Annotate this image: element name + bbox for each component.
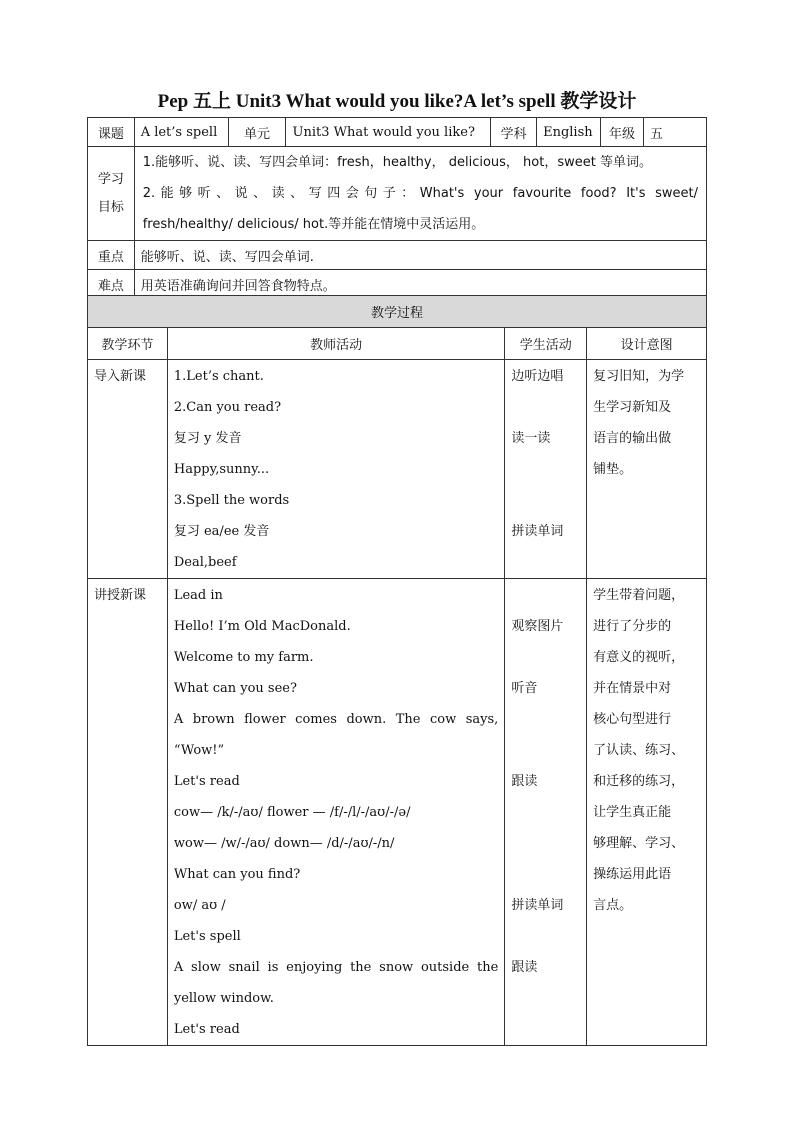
- intent-line: 学生带着问题，: [593, 588, 685, 603]
- teacher-activity-line: 复习 y 发音: [173, 431, 242, 446]
- teacher-activity-line: A brown flower comes down. The cow says,: [173, 712, 499, 727]
- key-point-value: 能够听、说、读、写四会单词.: [134, 241, 706, 270]
- student-activity-line: [511, 983, 580, 1014]
- teacher-activity-line: Deal,beef: [173, 555, 237, 570]
- student-activity-line: [511, 828, 580, 859]
- student-activity-line: 拼读单词: [511, 898, 564, 913]
- student-activity-line: [511, 454, 580, 485]
- info-table: [87, 117, 707, 299]
- student-activity-line: 听音: [511, 681, 538, 696]
- student-activity-line: 观察图片: [511, 619, 564, 634]
- subject-label: 学科: [491, 118, 537, 147]
- student-activity-line: [511, 1014, 580, 1045]
- student-activity-line: [511, 735, 580, 766]
- key-point-label: 重点: [88, 241, 135, 270]
- student-activity-line: 跟读: [511, 960, 538, 975]
- teacher-activity-line: cow— /k/-/aʊ/ flower — /f/-/l/-/aʊ/-/ə/: [173, 805, 411, 820]
- student-activity-line: [511, 921, 580, 952]
- intent-line: 铺垫。: [593, 462, 633, 477]
- objective-line-1: 1.能够听、说、读、写四会单词：fresh，healthy， delicious， hot，sweet 等单词。: [142, 155, 652, 170]
- table-row: [88, 579, 707, 1046]
- student-activity-line: 跟读: [511, 774, 538, 789]
- intent-line: 进行了分步的: [593, 619, 672, 634]
- objectives-label-cell: [88, 147, 135, 241]
- student-activity-line: [511, 392, 580, 423]
- grade-value: 五: [644, 118, 707, 147]
- teacher-activity-line: “Wow!”: [173, 743, 225, 758]
- topic-label: 课题: [88, 118, 135, 147]
- unit-value: Unit3 What would you like?: [286, 118, 491, 147]
- teacher-activity-line: What can you see?: [173, 681, 297, 696]
- intent-line: 复习旧知，为学: [593, 369, 685, 384]
- student-cell: [505, 579, 587, 1046]
- document-title: Pep 五上 Unit3 What would you like?A let’s spell 教学设计: [157, 91, 637, 112]
- student-activity-line: [511, 859, 580, 890]
- process-header: 教学过程: [88, 296, 707, 328]
- table-row: [88, 360, 707, 579]
- teacher-activity-line: 复习 ea/ee 发音: [173, 524, 270, 539]
- student-activity-line: 读一读: [511, 431, 551, 446]
- intent-cell: [587, 579, 707, 1046]
- stage-label: 讲授新课: [94, 588, 147, 603]
- intent-cell: [587, 360, 707, 579]
- process-table: [87, 295, 707, 1046]
- teacher-activity-line: 2.Can you read?: [173, 400, 282, 415]
- teacher-activity-line: A slow snail is enjoying the snow outside the: [173, 960, 499, 975]
- stage-cell: [88, 579, 168, 1046]
- teacher-activity-line: yellow window.: [173, 991, 274, 1006]
- objectives-label: 学习目标: [97, 171, 124, 215]
- teacher-cell: [167, 360, 504, 579]
- col-intent-header: 设计意图: [587, 328, 707, 360]
- teacher-activity-line: Welcome to my farm.: [173, 650, 314, 665]
- intent-line: 让学生真正能: [593, 805, 672, 820]
- stage-cell: [88, 360, 168, 579]
- intent-line: 和迁移的练习，: [593, 774, 685, 789]
- teacher-activity-line: 1.Let’s chant.: [173, 369, 264, 384]
- intent-line: 并在情景中对: [593, 681, 672, 696]
- objective-line-3: fresh/healthy/ delicious/ hot.等并能在情境中灵活运用。: [142, 217, 485, 232]
- teacher-cell: [167, 579, 504, 1046]
- teacher-activity-line: Hello! I’m Old MacDonald.: [173, 619, 351, 634]
- subject-value: English: [537, 118, 601, 147]
- teacher-activity-line: What can you find?: [173, 867, 301, 882]
- student-activity-line: 边听边唱: [511, 369, 564, 384]
- difficulty-label: 难点: [88, 270, 135, 299]
- stage-label: 导入新课: [94, 369, 147, 384]
- student-activity-line: [511, 797, 580, 828]
- teacher-activity-line: wow— /w/-/aʊ/ down— /d/-/aʊ/-/n/: [173, 836, 395, 851]
- topic-value: A let’s spell: [134, 118, 228, 147]
- student-activity-line: 拼读单词: [511, 524, 564, 539]
- col-student-header: 学生活动: [505, 328, 587, 360]
- objective-line-2: 2.能够听、说、读、写四会句子：What's your favourite food? It's sweet/: [142, 186, 698, 201]
- intent-line: 够理解、学习、: [593, 836, 685, 851]
- teacher-activity-line: Let's read: [173, 774, 240, 789]
- col-stage-header: 教学环节: [88, 328, 168, 360]
- student-activity-line: [511, 704, 580, 735]
- teacher-activity-line: Let's spell: [173, 929, 241, 944]
- intent-line: 核心句型进行: [593, 712, 672, 727]
- intent-line: 了认读、练习、: [593, 743, 685, 758]
- grade-label: 年级: [601, 118, 644, 147]
- teacher-activity-line: Let's read: [173, 1022, 240, 1037]
- difficulty-value: 用英语准确询问并回答食物特点。: [134, 270, 706, 299]
- intent-line: 操练运用此语: [593, 867, 672, 882]
- intent-line: 言点。: [593, 898, 633, 913]
- unit-label: 单元: [228, 118, 286, 147]
- student-activity-line: [511, 580, 580, 611]
- col-teacher-header: 教师活动: [167, 328, 504, 360]
- student-cell: [505, 360, 587, 579]
- teacher-activity-line: Happy,sunny...: [173, 462, 270, 477]
- teacher-activity-line: Lead in: [173, 588, 223, 603]
- objectives-cell: [134, 147, 706, 241]
- intent-line: 有意义的视听，: [593, 650, 685, 665]
- intent-line: 语言的输出做: [593, 431, 672, 446]
- teacher-activity-line: ow/ aʊ /: [173, 898, 226, 913]
- student-activity-line: [511, 642, 580, 673]
- intent-line: 生学习新知及: [593, 400, 672, 415]
- student-activity-line: [511, 485, 580, 516]
- teacher-activity-line: 3.Spell the words: [173, 493, 290, 508]
- student-activity-line: [511, 547, 580, 578]
